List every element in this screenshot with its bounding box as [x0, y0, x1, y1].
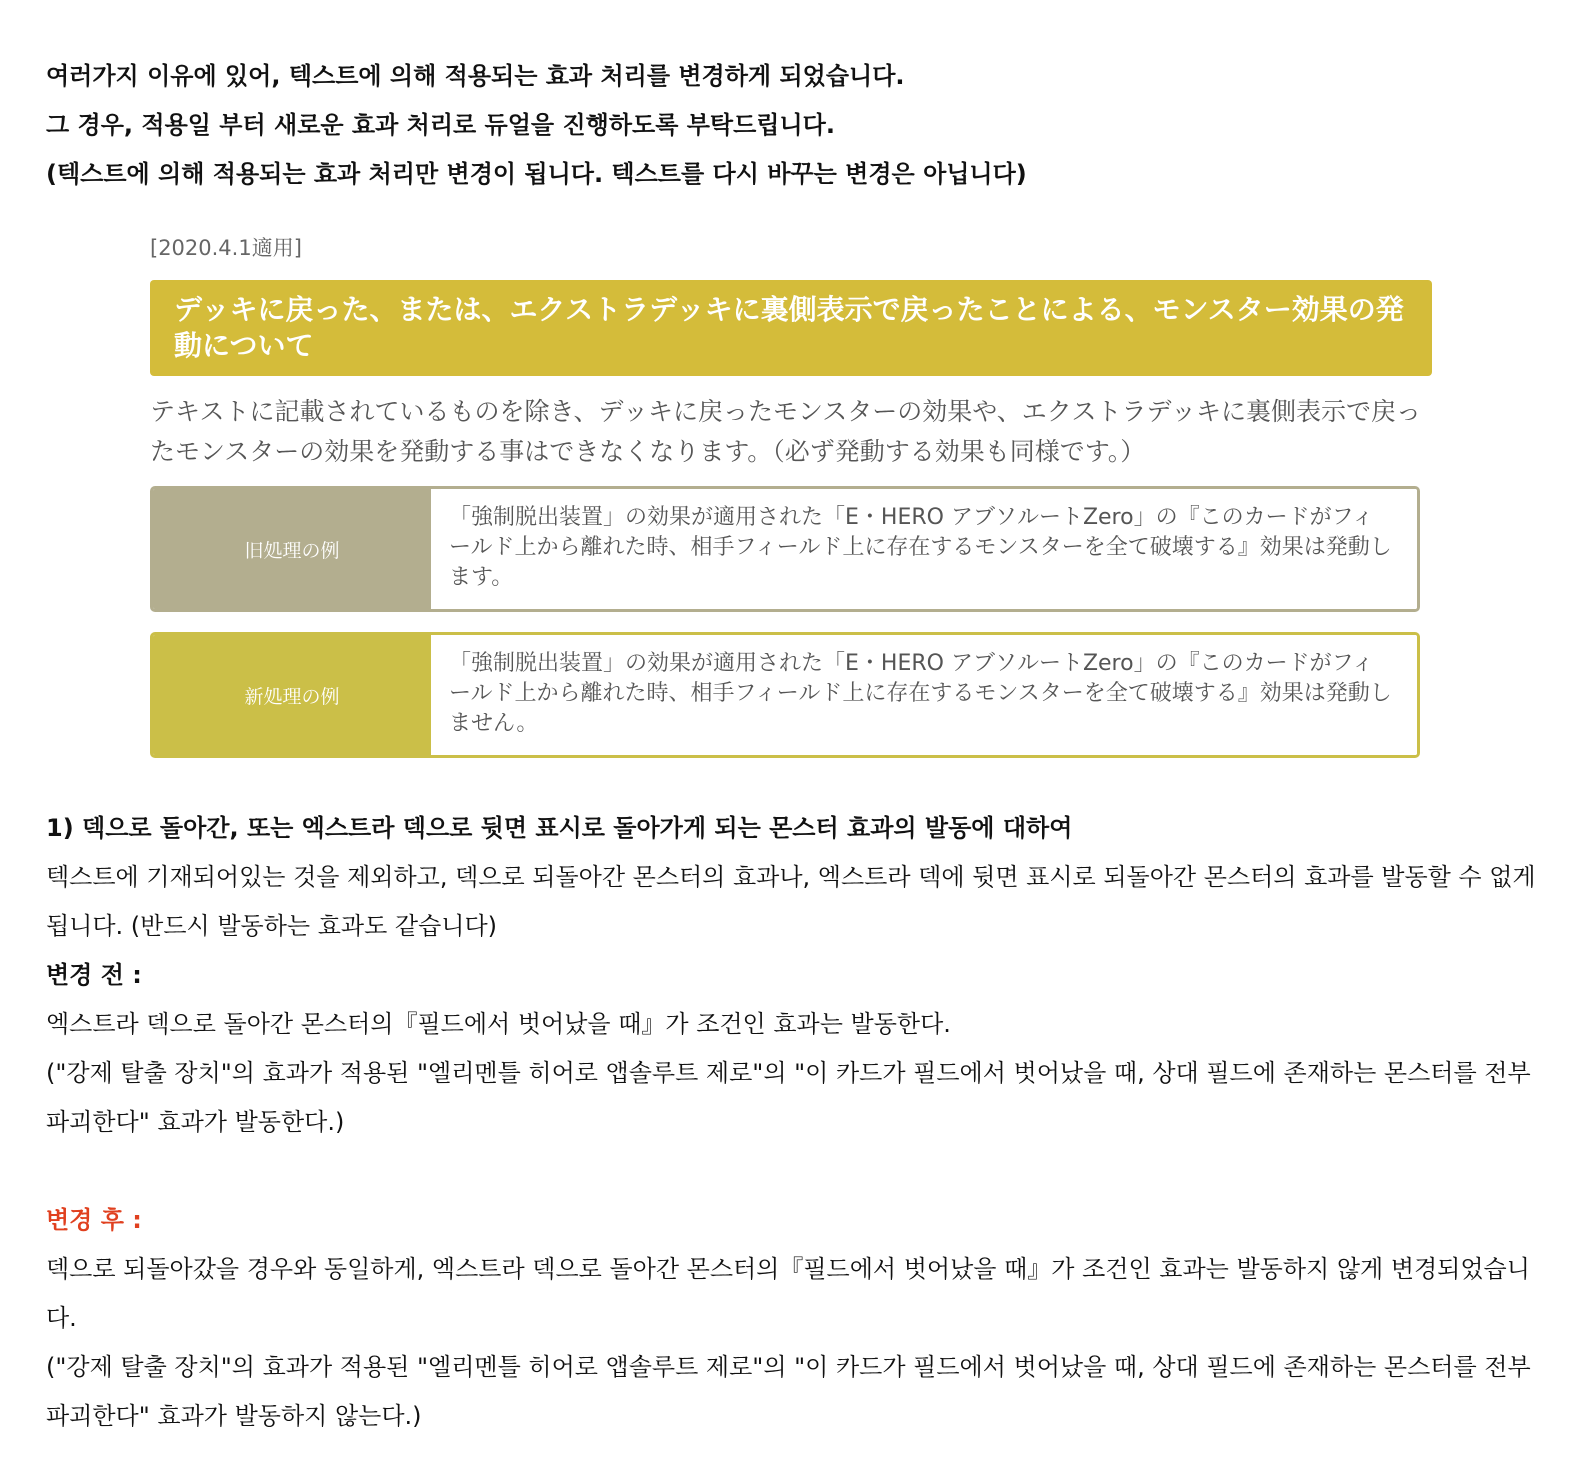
intro-line-2: 그 경우, 적용일 부터 새로운 효과 처리로 듀얼을 진행하도록 부탁드립니다.	[46, 111, 835, 139]
notice-title: デッキに戻った、または、エクストラデッキに裏側表示で戻ったことによる、モンスター効果の発動について	[150, 280, 1432, 376]
old-example-box	[150, 486, 1420, 612]
notice-body: テキストに記載されているものを除き、デッキに戻ったモンスターの効果や、エクストラデッキに裏側表示で戻ったモンスターの効果を発動する事はできなくなります。（必ず発動する効果も同様です。）	[150, 397, 1422, 466]
new-example-text: 「強制脱出装置」の効果が適用された「E・HERO アブソルートZero」の『このカードがフィールド上から離れた時、相手フィールド上に存在するモンスターを全て破壊する』効果は発動しません。	[431, 635, 1417, 755]
section-description: 텍스트에 기재되어있는 것을 제외하고, 덱으로 되돌아간 몬스터의 효과나, 엑스트라 덱에 뒷면 표시로 되돌아간 몬스터의 효과를 발동할 수 없게 됩니다. (반드시 발동하는 효과도 같습니다)	[46, 863, 1536, 940]
notice-image	[150, 228, 1432, 758]
explanation	[46, 804, 1540, 1441]
before-text: 엑스트라 덱으로 돌아간 몬스터의『필드에서 벗어났을 때』가 조건인 효과는 발동한다.	[46, 1010, 951, 1038]
section-heading: 1) 덱으로 돌아간, 또는 엑스트라 덱으로 뒷면 표시로 돌아가게 되는 몬스터 효과의 발동에 대하여	[46, 814, 1073, 842]
section-spacer	[46, 1147, 1540, 1196]
old-example-text: 「強制脱出装置」の効果が適用された「E・HERO アブソルートZero」の『このカードがフィールド上から離れた時、相手フィールド上に存在するモンスターを全て破壊する』効果は発動します。	[431, 489, 1417, 609]
before-example: ("강제 탈출 장치"의 효과가 적용된 "엘리멘틀 히어로 앱솔루트 제로"의 "이 카드가 필드에서 벗어났을 때, 상대 필드에 존재하는 몬스터를 전부 파괴한다" 효과가 발동한다.)	[46, 1059, 1531, 1136]
before-label: 변경 전 :	[46, 961, 142, 989]
notice-date: [2020.4.1適用]	[150, 236, 302, 260]
new-example-box	[150, 632, 1420, 758]
after-label: 변경 후 :	[46, 1206, 142, 1234]
intro-text	[46, 52, 1536, 199]
after-example: ("강제 탈출 장치"의 효과가 적용된 "엘리멘틀 히어로 앱솔루트 제로"의 "이 카드가 필드에서 벗어났을 때, 상대 필드에 존재하는 몬스터를 전부 파괴한다" 효과가 발동하지 않는다.)	[46, 1353, 1531, 1430]
intro-line-3: (텍스트에 의해 적용되는 효과 처리만 변경이 됩니다. 텍스트를 다시 바꾸는 변경은 아닙니다)	[46, 160, 1027, 188]
new-example-label: 新処理の例	[153, 635, 431, 755]
intro-line-1: 여러가지 이유에 있어, 텍스트에 의해 적용되는 효과 처리를 변경하게 되었습니다.	[46, 62, 905, 90]
old-example-label: 旧処理の例	[153, 489, 431, 609]
after-text: 덱으로 되돌아갔을 경우와 동일하게, 엑스트라 덱으로 돌아간 몬스터의『필드에서 벗어났을 때』가 조건인 효과는 발동하지 않게 변경되었습니다.	[46, 1255, 1530, 1332]
